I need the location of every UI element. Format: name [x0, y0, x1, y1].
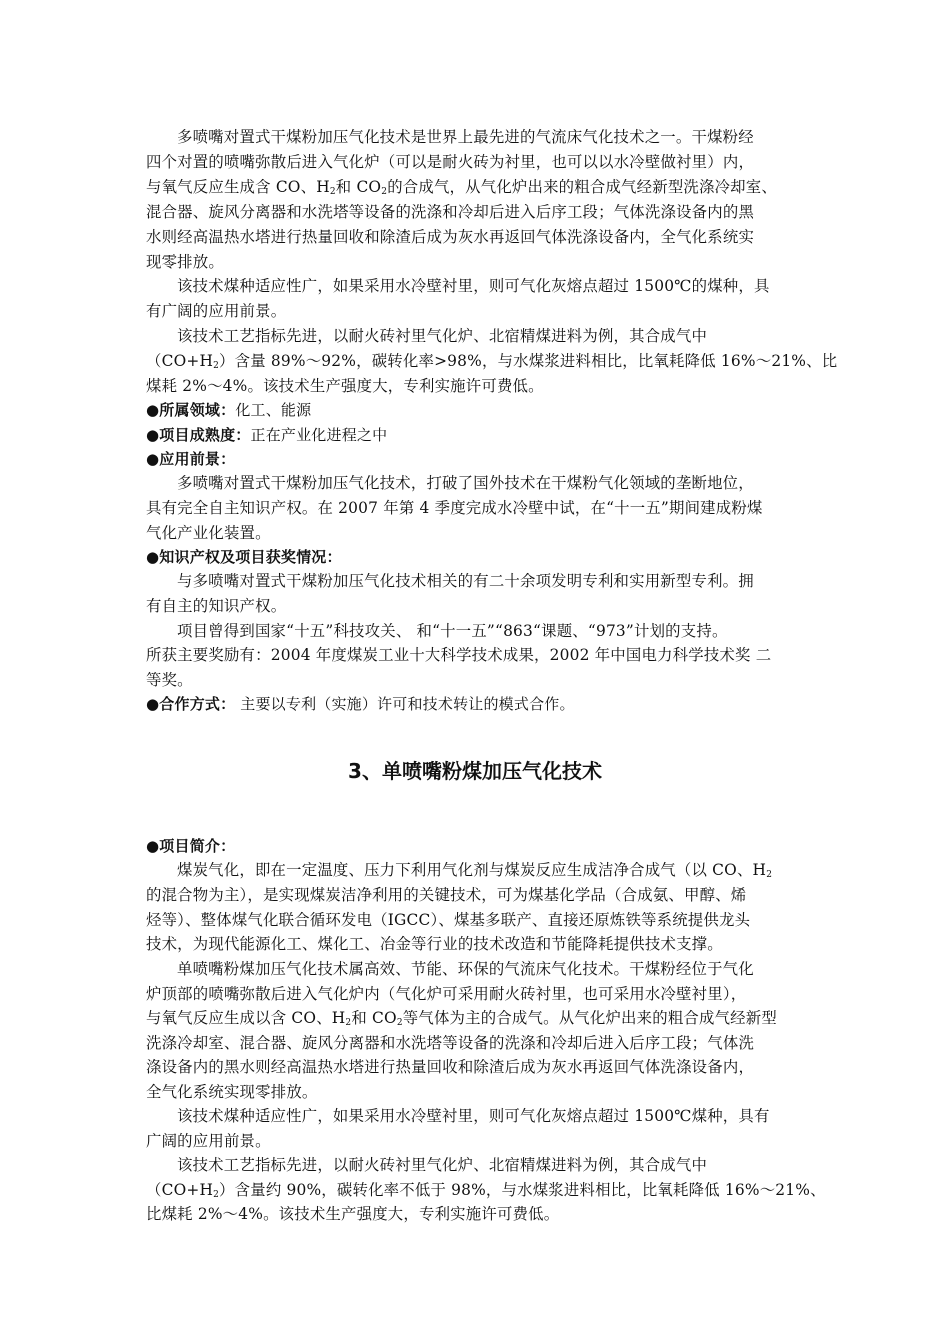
paragraph-line: 现零排放。	[146, 253, 224, 271]
paragraph-line: 全气化系统实现零排放。	[146, 1083, 318, 1101]
paragraph-line: 水则经高温热水塔进行热量回收和除渣后成为灰水再返回气体洗涤设备内，全气化系统实	[146, 228, 755, 246]
paragraph-line: $(CO+H_2)$含量 89%～92%，碳转化率>98%，与水煤浆进料相比，比氧耗降低 16%～21%、比	[146, 352, 838, 371]
paragraph-line: 有广阔的应用前景。	[146, 302, 287, 320]
paragraph-line: 与氧气反应生成以含 CO、$H_2$和 $CO_2$等气体为主的合成气。从气化炉出来的粗合成气经新型	[146, 1009, 777, 1028]
paragraph-line: 烃等）、整体煤气化联合循环发电（IGCC）、煤基多联产、直接还原炼铁等系统提供龙头	[146, 911, 751, 929]
paragraph-line: 煤耗 2%～4%。该技术生产强度大，专利实施许可费低。	[146, 377, 544, 395]
cooperation-bullet: ●合作方式： 主要以专利（实施）许可和技术转让的模式合作。	[146, 695, 575, 713]
paragraph-line: 具有完全自主知识产权。在 2007 年第 4 季度完成水冷壁中试，在“十一五”期间建成粉煤	[146, 499, 763, 517]
paragraph-line: 多喷嘴对置式干煤粉加压气化技术是世界上最先进的气流床气化技术之一。干煤粉经	[177, 128, 754, 146]
paragraph-line: 该技术工艺指标先进，以耐火砖衬里气化炉、北宿精煤进料为例，其合成气中	[177, 327, 708, 345]
paragraph-line: 炉顶部的喷嘴弥散后进入气化炉内（气化炉可采用耐火砖衬里，也可采用水冷壁衬里），	[146, 985, 747, 1003]
paragraph-line: 气化产业化装置。	[146, 524, 271, 542]
maturity-bullet: ●项目成熟度：正在产业化进程之中	[146, 426, 388, 444]
paragraph-line: 多喷嘴对置式干煤粉加压气化技术，打破了国外技术在干煤粉气化领域的垄断地位，	[177, 474, 754, 492]
paragraph-line: 四个对置的喷嘴弥散后进入气化炉（可以是耐火砖为衬里，也可以以水冷壁做衬里）内，	[146, 153, 755, 171]
paragraph-line: 涤设备内的黑水则经高温热水塔进行热量回收和除渣后成为灰水再返回气体洗涤设备内，	[146, 1058, 755, 1076]
paragraph-line: 该技术工艺指标先进，以耐火砖衬里气化炉、北宿精煤进料为例，其合成气中	[177, 1156, 708, 1174]
paragraph-line: 的混合物为主），是实现煤炭洁净利用的关键技术，可为煤基化学品（合成氨、甲醇、烯	[146, 886, 747, 904]
prospect-bullet: ●应用前景：	[146, 450, 236, 468]
paragraph-line: 混合器、旋风分离器和水洗塔等设备的洗涤和冷却后进入后序工段；气体洗涤设备内的黑	[146, 203, 755, 221]
paragraph-line: 广阔的应用前景。	[146, 1132, 271, 1150]
section-heading: 3、单喷嘴粉煤加压气化技术	[348, 759, 602, 783]
paragraph-line: 该技术煤种适应性广，如果采用水冷壁衬里，则可气化灰熔点超过 1500℃的煤种，具	[177, 277, 770, 295]
paragraph-line: 比煤耗 2%～4%。该技术生产强度大，专利实施许可费低。	[146, 1205, 560, 1223]
paragraph-line: 该技术煤种适应性广，如果采用水冷壁衬里，则可气化灰熔点超过 1500℃煤种，具有	[177, 1107, 770, 1125]
paragraph-line: 有自主的知识产权。	[146, 597, 287, 615]
paragraph-line: 洗涤冷却室、混合器、旋风分离器和水洗塔等设备的洗涤和冷却后进入后序工段；气体洗	[146, 1034, 755, 1052]
paragraph-line: 项目曾得到国家“十五”科技攻关、 和“十一五”“863“课题、“973”计划的支持。	[177, 622, 728, 640]
paragraph-line: 技术，为现代能源化工、煤化工、冶金等行业的技术改造和节能降耗提供技术支撑。	[146, 935, 723, 953]
paragraph-line: 单喷嘴粉煤加压气化技术属高效、节能、环保的气流床气化技术。干煤粉经位于气化	[177, 960, 754, 978]
paragraph-line: 与多喷嘴对置式干煤粉加压气化技术相关的有二十余项发明专利和实用新型专利。拥	[177, 572, 754, 590]
field-bullet: ●所属领域：化工、能源	[146, 401, 312, 419]
paragraph-line: 与氧气反应生成含 CO、$H_2$和 $CO_2$的合成气，从气化炉出来的粗合成气经新型洗涤冷却室、	[146, 178, 777, 197]
paragraph-line: 煤炭气化，即在一定温度、压力下利用气化剂与煤炭反应生成洁净合成气（以 CO、$H_2$	[177, 861, 773, 880]
paragraph-line: 所获主要奖励有：2004 年度煤炭工业十大科学技术成果，2002 年中国电力科学技术奖 二	[146, 646, 772, 664]
paragraph-line: 等奖。	[146, 671, 193, 689]
paragraph-line: $(CO+H_2)$含量约 90%，碳转化率不低于 98%，与水煤浆进料相比，比氧耗降低 16%～21%、	[146, 1181, 826, 1200]
intro-bullet: ●项目简介：	[146, 837, 236, 855]
ip-bullet: ●知识产权及项目获奖情况：	[146, 548, 342, 566]
